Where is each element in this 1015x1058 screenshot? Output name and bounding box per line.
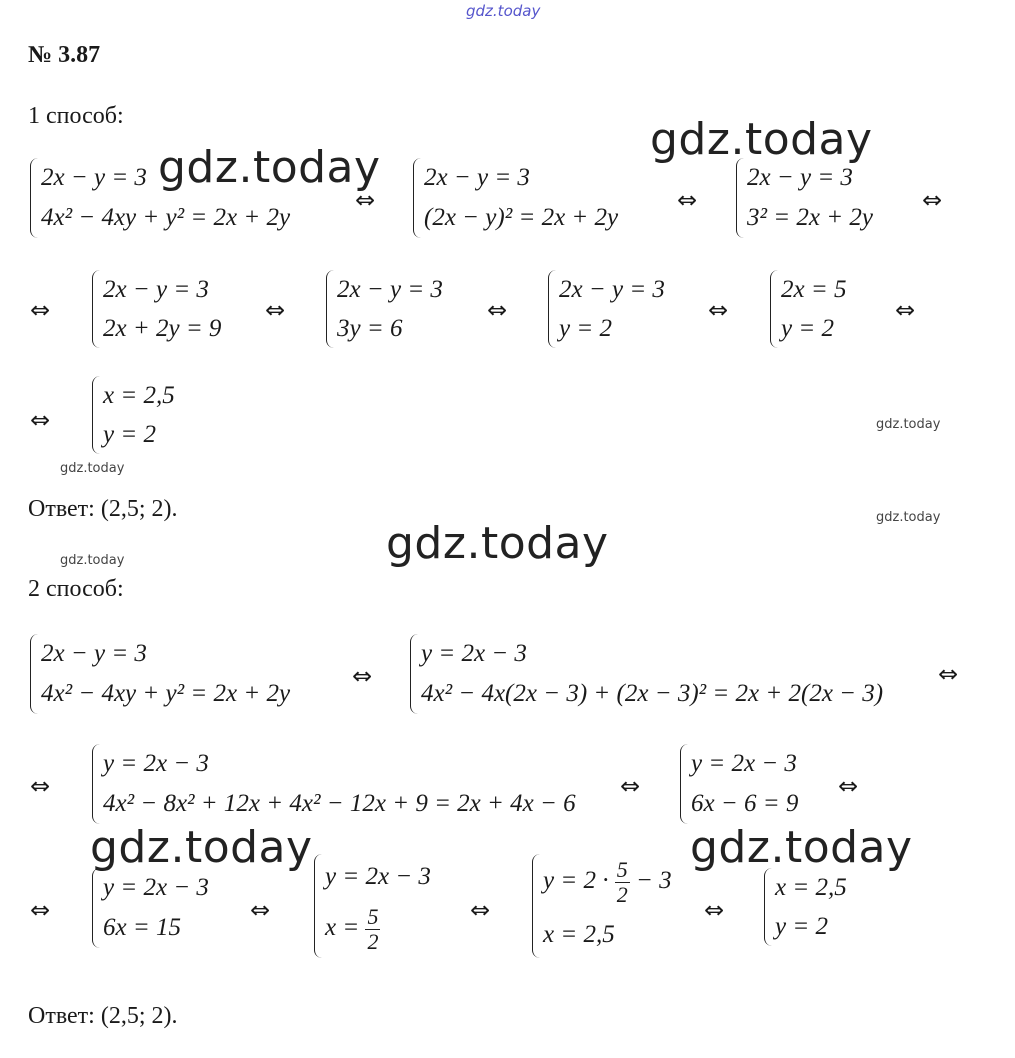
equation-line: 2x − y = 3 [41,640,147,667]
watermark-top: gdz.today [466,2,541,20]
equivalence-arrow: ⇔ [30,296,51,324]
watermark-small-2: gdz.today [60,461,125,476]
equivalence-arrow: ⇔ [487,296,508,324]
equivalence-arrow: ⇔ [708,296,729,324]
equivalence-arrow: ⇔ [30,406,51,434]
answer-1: Ответ: (2,5; 2). [28,496,178,522]
equivalence-arrow: ⇔ [265,296,286,324]
equivalence-arrow: ⇔ [250,896,271,924]
equation-line: y = 2x − 3 [421,640,527,667]
brace [92,868,100,948]
equivalence-arrow: ⇔ [620,772,641,800]
equation-line: y = 2x − 3 [103,750,209,777]
brace [92,744,100,824]
equation-line: y = 2x − 3 [691,750,797,777]
equation-line: 2x = 5 [781,275,847,303]
brace [413,158,421,238]
m2-system-2 [410,634,883,714]
m2-system-1 [30,634,290,714]
equation-line: 2x − y = 3 [559,275,665,303]
m1-system-6 [548,270,665,348]
equivalence-arrow: ⇔ [895,296,916,324]
brace [410,634,418,714]
brace [532,854,540,958]
equivalence-arrow: ⇔ [704,896,725,924]
watermark-big-4: gdz.today [90,822,313,873]
equation-line: 2x − y = 3 [103,275,209,303]
brace [30,634,38,714]
equation-line: y = 2 [103,420,156,448]
equation-line: 3² = 2x + 2y [747,204,873,231]
equation-line [325,905,431,954]
m1-system-5 [326,270,443,348]
equivalence-arrow: ⇔ [922,186,943,214]
equation-line: (2x − y)² = 2x + 2y [424,204,619,231]
brace [30,158,38,238]
brace [92,376,100,454]
watermark-big-5: gdz.today [690,822,913,873]
watermark-big-2: gdz.today [650,114,873,165]
m1-system-7 [770,270,846,348]
equation-line: 6x = 15 [103,914,181,941]
watermark-big-3: gdz.today [386,518,609,569]
equation-line: x = 2,5 [103,381,175,409]
watermark-small-1: gdz.today [876,417,941,432]
brace [770,270,778,348]
brace [92,270,100,348]
m1-system-3 [736,158,873,238]
equivalence-arrow: ⇔ [838,772,859,800]
equation-line: 2x − y = 3 [747,164,853,191]
equation-line [543,858,672,907]
fraction-denominator: 2 [616,882,628,908]
equation-lhs: x = [325,913,360,941]
equation-line: 4x² − 4xy + y² = 2x + 2y [41,680,291,707]
brace [736,158,744,238]
fraction-denominator: 2 [367,928,379,954]
fraction [615,858,630,907]
fraction-numerator: 5 [616,857,628,883]
m1-system-8 [92,376,175,454]
equation-line: 4x² − 8x² + 12x + 4x² − 12x + 9 = 2x + 4x − 6 [103,790,576,817]
equivalence-arrow: ⇔ [30,772,51,800]
m2-system-4 [680,744,798,824]
m2-system-8 [764,868,847,946]
m2-system-5 [92,868,209,948]
watermark-big-1: gdz.today [158,142,381,193]
fraction-numerator: 5 [367,903,379,929]
equation-lhs: y = 2 · [543,867,609,895]
equivalence-arrow: ⇔ [30,896,51,924]
equivalence-arrow: ⇔ [677,186,698,214]
equation-line: 6x − 6 = 9 [691,790,799,817]
equation-line: 4x² − 4xy + y² = 2x + 2y [41,204,291,231]
equivalence-arrow: ⇔ [355,186,376,214]
m1-system-2 [413,158,618,238]
brace [326,270,334,348]
fraction [365,905,380,954]
method2-label: 2 способ: [28,576,124,602]
equation-line: 2x − y = 3 [337,275,443,303]
m2-system-7 [532,854,672,958]
problem-number: № 3.87 [28,42,101,68]
equation-line: 2x − y = 3 [41,164,147,191]
answer-2: Ответ: (2,5; 2). [28,1003,178,1029]
m1-system-4 [92,270,221,348]
method1-label: 1 способ: [28,103,124,129]
m2-system-6 [314,854,431,958]
brace [548,270,556,348]
equation-rhs: − 3 [635,867,672,895]
brace [680,744,688,824]
equation-line: 4x² − 4x(2x − 3) + (2x − 3)² = 2x + 2(2x − 3) [421,680,884,707]
equation-line: y = 2x − 3 [325,863,431,891]
equation-line: 2x + 2y = 9 [103,314,222,342]
equation-line: y = 2x − 3 [103,874,209,901]
equation-line: 3y = 6 [337,314,403,342]
m2-system-3 [92,744,576,824]
brace [314,854,322,958]
m1-system-1 [30,158,290,238]
equation-line: x = 2,5 [543,920,615,948]
equivalence-arrow: ⇔ [470,896,491,924]
watermark-small-3: gdz.today [876,510,941,525]
equivalence-arrow: ⇔ [352,662,373,690]
equation-line: x = 2,5 [775,873,847,901]
brace [764,868,772,946]
equation-line: 2x − y = 3 [424,164,530,191]
equation-line: y = 2 [559,314,612,342]
equation-line: y = 2 [781,314,834,342]
watermark-small-4: gdz.today [60,553,125,568]
equation-line: y = 2 [775,912,828,940]
equivalence-arrow: ⇔ [938,660,959,688]
